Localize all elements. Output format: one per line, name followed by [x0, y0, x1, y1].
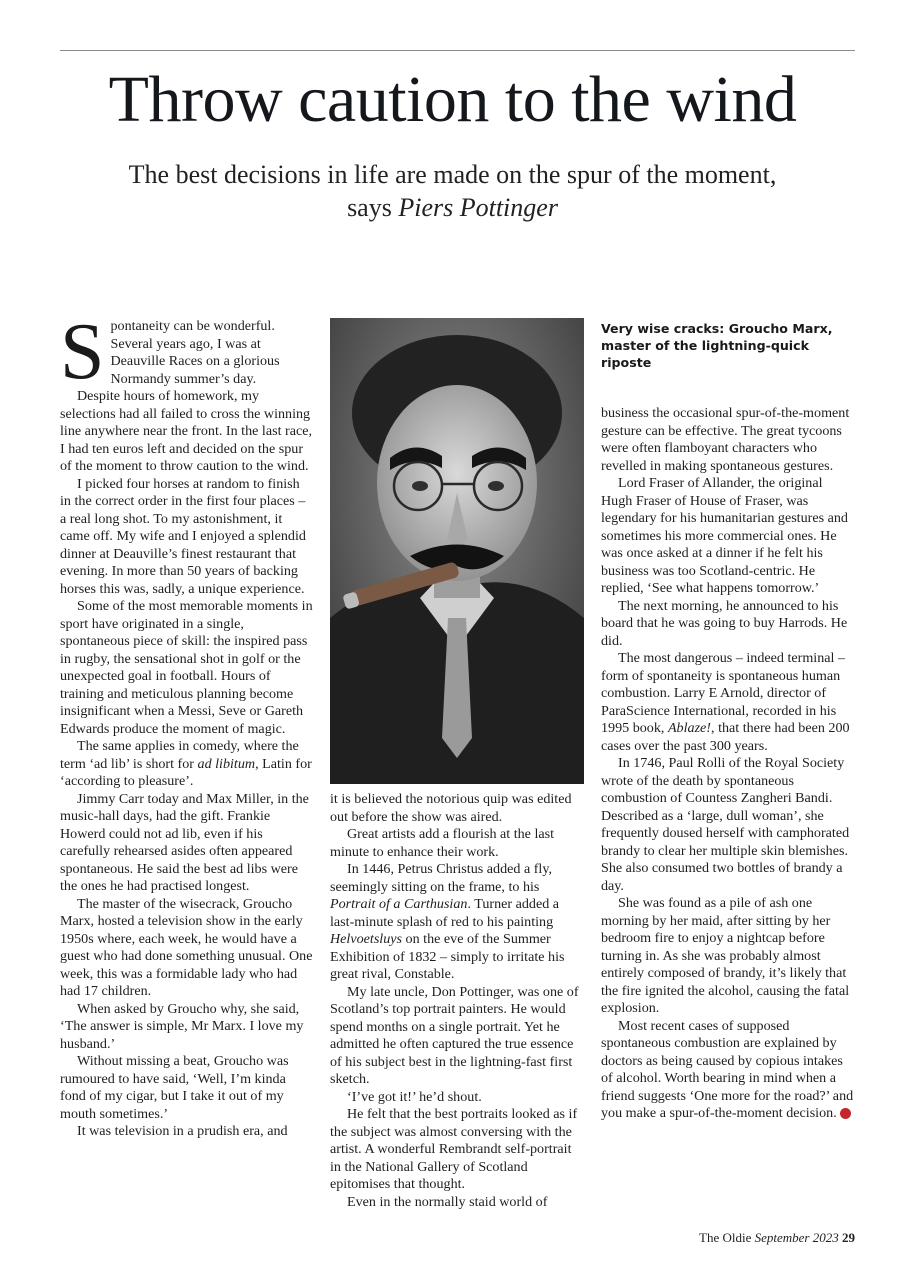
paragraph: When asked by Groucho why, she said, ‘The answer is simple, Mr Marx. I love my husband.’ [60, 1000, 304, 1052]
paragraph [601, 650, 855, 755]
top-rule [60, 50, 855, 51]
photo-caption: Very wise cracks: Groucho Marx, master of the lightning-quick riposte [601, 321, 833, 370]
paragraph-text: In 1446, Petrus Christus added a fly, seemingly sitting on the frame, to his [330, 861, 552, 895]
paragraph: business the occasional spur-of-the-moment gesture can be effective. The great tycoons were often flamboyant characters who revelled in making spontaneous gestures. [601, 405, 850, 474]
paragraph: ‘I’ve got it!’ he’d shout. [347, 1088, 482, 1105]
italic-title: Helvoetsluys [330, 931, 403, 947]
issue-date: September 2023 [754, 1230, 839, 1245]
paragraph-text: Most recent cases of supposed spontaneous combustion are explained by doctors as being caused by copious intakes of alcohol. Worth bearing in mind when a friend suggests ‘One more for the road?’ and you make a spur-of-the-moment decision. [601, 1017, 854, 1121]
paragraph: Lord Fraser of Allander, the original Hugh Fraser of House of Fraser, was legendary for his humanitarian gestures and sometimes his more commercial ones. He was once asked at a dinner if he felt his business was too Scotland-centric. He replied, ‘See what happens tomorrow.’ [601, 475, 848, 596]
paragraph [60, 308, 314, 396]
paragraph: it is believed the notorious quip was edited out before the show was aired. [330, 791, 572, 825]
magazine-name: The Oldie [699, 1230, 752, 1245]
paragraph: Despite hours of homework, my selections had all failed to cross the winning line anywhere near the front. In the last race, I had ten euros left and decided on the spur of the moment to throw caution to the wind. [60, 388, 313, 474]
paragraph [330, 861, 584, 984]
paragraph: In 1746, Paul Rolli of the Royal Society wrote of the death by spontaneous combustion of Countess Zangheri Bandi. Described as a ‘large, dull woman’, she frequently doused herself with camphorated brandy to clear her multiple skin blemishes. She also consumed two bottles of brandy a day. [601, 755, 850, 894]
paragraph: The master of the wisecrack, Groucho Marx, hosted a television show in the early 1950s where, each week, he would have a guest who had done something unusual. One week, this was a formidable lady who had had 17 children. [60, 895, 313, 999]
paragraph: He felt that the best portraits looked as if the subject was almost conversing with the artist. A wonderful Rembrandt self-portrait in the National Gallery of Scotland epitomises that thought. [330, 1106, 578, 1192]
standfirst [120, 158, 785, 224]
italic-term: ad libitum [197, 755, 256, 772]
paragraph-text: , that there had been 200 cases over the past 300 years. [601, 720, 850, 754]
paragraph: My late uncle, Don Pottinger, was one of Scotland’s top portrait painters. He would spend months on a single portrait. Yet he admitted he often captured the true essence of his subject best in the lightning-fast first sketch. [330, 983, 579, 1087]
groucho-marx-photo [330, 318, 584, 784]
column-2 [330, 791, 584, 1211]
paragraph: She was found as a pile of ash one morning by her maid, after sitting by her bedroom fire to enjoy a nightcap before turning in. As she was probably almost entirely composed of brandy, it’s likely that the fire ignited the alcohol, causing the fatal explosion. [601, 895, 850, 1016]
paragraph-text: on the eve of the Summer Exhibition of 1832 – simply to irritate his great rival, Constable. [330, 931, 565, 982]
paragraph: Without missing a beat, Groucho was rumoured to have said, ‘Well, I’m kinda fond of my cigar, but I take it out of my mouth sometimes.’ [60, 1053, 289, 1122]
paragraph-text: pontaneity can be wonderful. Several years ago, I was at Deauville Races on a glorious Normandy summer’s day. [110, 318, 280, 387]
paragraph: I picked four horses at random to finish in the correct order in the first four places – a real long shot. To my astonishment, it came off. My wife and I enjoyed a splendid dinner at Deauville’s finest restaurant that evening. In more than 50 years of backing horses this was, sadly, a unique experience. [60, 475, 306, 597]
paragraph: Jimmy Carr today and Max Miller, in the music-hall days, had the gift. Frankie Howerd could not ad lib, even if his carefully rehearsed asides often appeared spontaneous. He said the best ad libs were the ones he had practised longest. [60, 790, 309, 894]
italic-title: Portrait of a Carthusian [330, 896, 468, 912]
paragraph-text: , Latin for ‘according to pleasure’. [60, 755, 312, 789]
paragraph [60, 738, 314, 791]
headline: Throw caution to the wind [108, 63, 797, 136]
column-3 [601, 405, 864, 1123]
page-number: 29 [842, 1230, 855, 1245]
paragraph: Great artists add a flourish at the last minute to enhance their work. [330, 826, 555, 860]
end-mark-icon: O [840, 1108, 851, 1119]
column-1 [60, 308, 314, 1141]
italic-title: Ablaze! [667, 720, 712, 736]
paragraph: Some of the most memorable moments in sport have originated in a single, spontaneous piece of skill: the inspired pass in rugby, the sensational shot in golf or the unexpected goal in football. Hours of training and meticulous planning become insignificant when a Messi, Seve or Gareth Edwards produce the moment of magic. [60, 598, 313, 737]
paragraph: The next morning, he announced to his board that he was going to buy Harrods. He did. [601, 597, 848, 649]
paragraph-text: The same applies in comedy, where the term ‘ad lib’ is short for [60, 738, 299, 772]
drop-cap: S [60, 308, 105, 396]
page-folio [699, 1230, 855, 1246]
author-name: Piers Pottinger [398, 193, 558, 222]
paragraph-text: The most dangerous – indeed terminal – form of spontaneity is spontaneous human combustion. Larry E Arnold, director of ParaScience International, recorded in his 1995 book, [601, 650, 846, 736]
portrait-illustration [330, 318, 584, 784]
paragraph: Even in the normally staid world of [347, 1193, 548, 1210]
paragraph [601, 1017, 864, 1123]
paragraph: It was television in a prudish era, and [77, 1123, 288, 1139]
standfirst-text: The best decisions in life are made on the spur of the moment, says [128, 160, 777, 222]
paragraph-text: . Turner added a last-minute splash of red to his painting [330, 896, 560, 930]
